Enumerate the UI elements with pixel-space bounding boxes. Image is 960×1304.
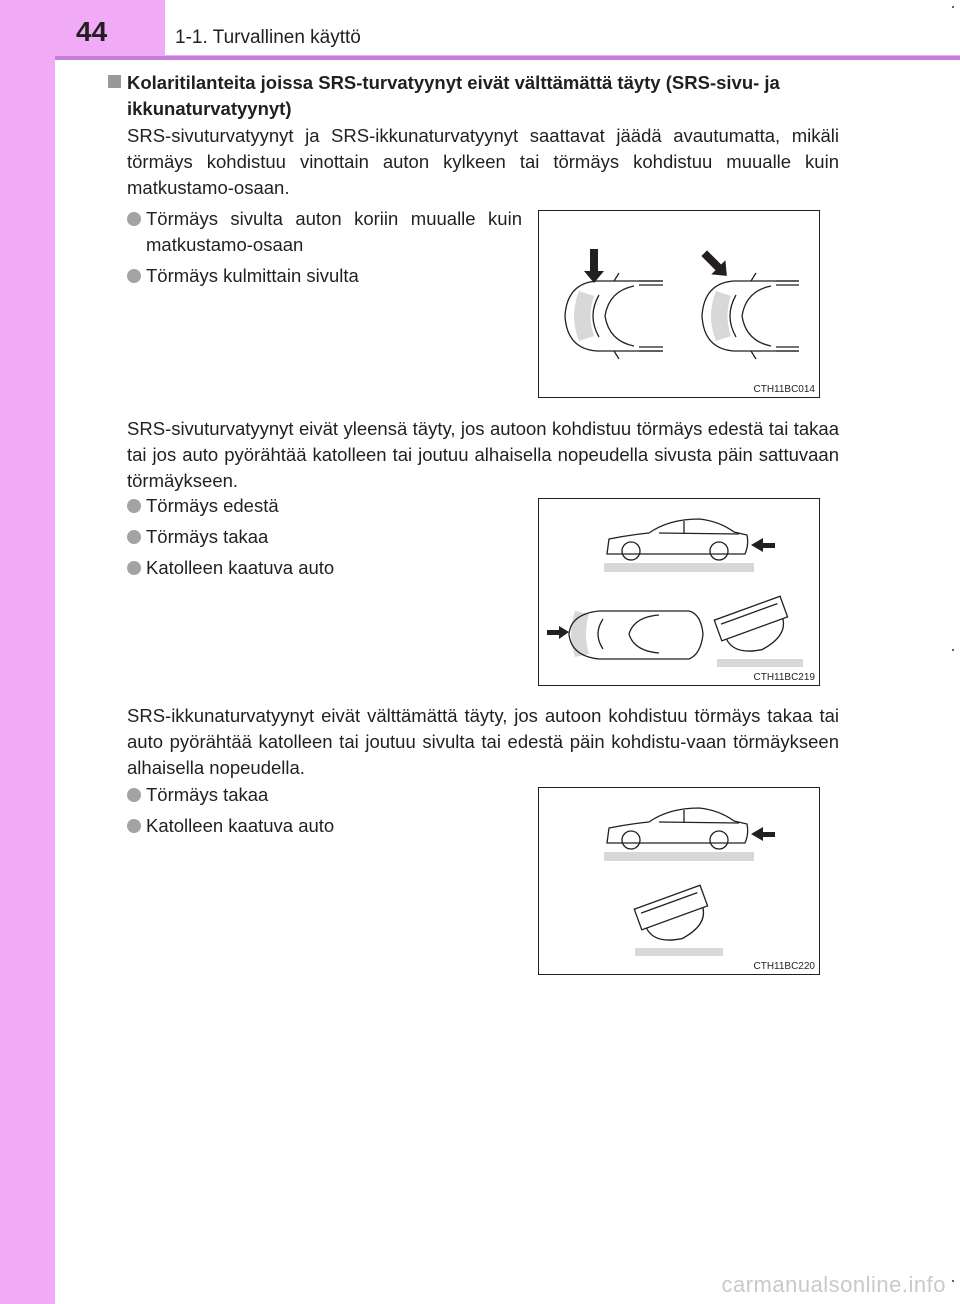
bullet-dot-icon — [127, 788, 141, 802]
bullet-dot-icon — [127, 269, 141, 283]
front-rear-rollover-illustration — [539, 499, 821, 687]
bullet-dot-icon — [127, 530, 141, 544]
bullet-list-1 — [127, 206, 522, 294]
paragraph-1: SRS-sivuturvatyynyt ja SRS-ikkunaturvatyynyt saattavat jäädä avautumatta, mikäli törmäys kohdistuu vinottain auton kylkeen tai törmäys kohdistuu muualle kuin matkustamo-osaan. — [127, 125, 839, 198]
crop-mark — [952, 649, 954, 651]
crop-mark — [952, 6, 954, 8]
figure-code: CTH11BC219 — [753, 672, 815, 683]
bullet-dot-icon — [127, 212, 141, 226]
watermark: carmanualsonline.info — [721, 1272, 946, 1297]
list-item: Törmäys takaa — [127, 782, 522, 808]
bullet-dot-icon — [127, 561, 141, 575]
list-item: Törmäys sivulta auton koriin muualle kuin matkustamo-osaan — [127, 206, 522, 258]
bullet-dot-icon — [127, 499, 141, 513]
figure-side-impact — [538, 210, 820, 398]
list-item: Törmäys kulmittain sivulta — [127, 263, 522, 289]
header-rule — [55, 56, 960, 60]
list-item: Katolleen kaatuva auto — [127, 813, 522, 839]
side-impact-illustration — [539, 211, 821, 399]
figure-front-rear-rollover — [538, 498, 820, 686]
rear-rollover-illustration — [539, 788, 821, 976]
bullet-list-3 — [127, 782, 522, 844]
section-heading — [108, 70, 848, 122]
list-item: Törmäys edestä — [127, 493, 522, 519]
crop-mark — [952, 1280, 954, 1282]
section-title: 1-1. Turvallinen käyttö — [175, 27, 361, 48]
header-band — [0, 0, 960, 58]
figure-code: CTH11BC220 — [753, 961, 815, 972]
heading-line-2: ikkunaturvatyynyt) — [127, 98, 292, 119]
list-item: Törmäys takaa — [127, 524, 522, 550]
paragraph-2: SRS-sivuturvatyynyt eivät yleensä täyty, jos autoon kohdistuu törmäys edestä tai takaa tai jos auto pyörähtää katolleen tai joutuu alhaisella nopeudella sivusta päin sattuvaan törmäykseen. — [127, 418, 839, 491]
page-number: 44 — [76, 16, 108, 47]
bullet-list-2 — [127, 493, 522, 586]
figure-rear-rollover — [538, 787, 820, 975]
heading-line-1: Kolaritilanteita joissa SRS-turvatyynyt eivät välttämättä täyty (SRS-sivu- ja — [127, 72, 780, 93]
list-item: Katolleen kaatuva auto — [127, 555, 522, 581]
figure-code: CTH11BC014 — [753, 384, 815, 395]
bullet-dot-icon — [127, 819, 141, 833]
paragraph-3: SRS-ikkunaturvatyynyt eivät välttämättä täyty, jos autoon kohdistuu törmäys takaa tai auto pyörähtää katolleen tai joutuu sivulta tai edestä päin kohdistu-vaan törmäykseen alhaisella nopeudella. — [127, 705, 839, 778]
heading-square-icon — [108, 75, 121, 88]
side-tab-strip — [0, 0, 55, 1304]
